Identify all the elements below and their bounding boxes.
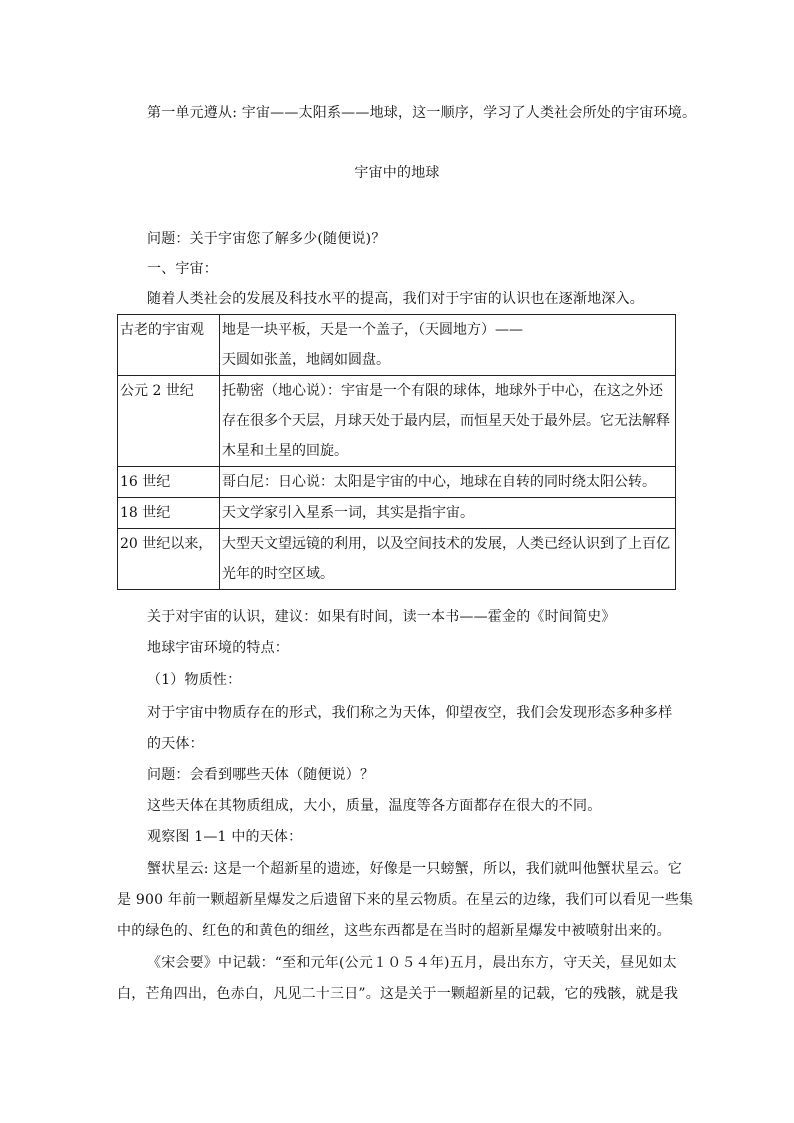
table-row — [118, 315, 676, 376]
paragraph-2-continued: 的天体： — [147, 736, 204, 752]
intro-text: 第一单元遵从: 宇宙——太阳系——地球，这一顺序，学习了人类社会所处的宇宙环境。 — [147, 105, 697, 121]
description-line: 木星和土星的回旋。 — [221, 443, 348, 459]
description-line: 托勒密（地心说）：宇宙是一个有限的球体，地球外于中心，在这之外还 — [221, 383, 663, 399]
description-cell — [219, 467, 675, 498]
era-cell: 公元 2 世纪 — [118, 376, 220, 467]
era-cell: 古老的宇宙观 — [118, 315, 220, 376]
table-row — [118, 529, 676, 590]
paragraph-3: 这些天体在其物质组成，大小，质量，温度等各方面都存在很大的不同。 — [147, 798, 602, 814]
crab-nebula-line-1: 蟹状星云: 这是一个超新星的遗迹，好像是一只螃蟹，所以，我们就叫他蟹状星云。它 — [147, 861, 682, 877]
question-2: 问题：会看到哪些天体（随便说）？ — [147, 767, 375, 783]
crab-nebula-line-2: 是 900 年前一颗超新星爆发之后遗留下来的星云物质。在星云的边缘，我们可以看见一些集 — [117, 892, 694, 908]
song-record-line-2: 白，芒角四出，色赤白，凡见二十三日”。这是关于一颗超新星的记载，它的残骸，就是我 — [117, 986, 679, 1002]
crab-nebula-line-3: 中的绿色的、红色的和黄色的细丝，这些东西都是在当时的超新星爆发中被喷射出来的。 — [117, 923, 671, 939]
description-cell — [219, 529, 675, 590]
question-1: 问题：关于宇宙您了解多少(随便说)？ — [147, 231, 386, 247]
suggestion-text: 关于对宇宙的认识，建议：如果有时间，读一本书——霍金的《时间简史》 — [147, 609, 616, 625]
history-table — [117, 314, 676, 590]
observe-figure-text: 观察图 1—1 中的天体： — [147, 829, 303, 845]
description-line: 大型天文望远镜的利用，以及空间技术的发展，人类已经认识到了上百亿 — [221, 536, 670, 552]
era-cell: 18 世纪 — [118, 498, 220, 529]
description-cell — [219, 498, 675, 529]
song-record-line-1: 《宋会要》中记载：“至和元年(公元１０５４年)五月，晨出东方，守天关，昼见如太 — [147, 955, 677, 971]
era-cell: 20 世纪以来， — [118, 529, 220, 590]
table-row — [118, 376, 676, 467]
paragraph-2: 对于宇宙中物质存在的形式，我们称之为天体，仰望夜空，我们会发现形态多种多样 — [147, 705, 673, 721]
description-line: 地是一块平板，天是一个盖子，（天圆地方）—— — [221, 322, 523, 338]
description-line: 存在很多个天层，月球天处于最内层，而恒星天处于最外层。它无法解释 — [221, 413, 670, 429]
section-heading-universe: 一、宇宙： — [147, 261, 218, 277]
table-row — [118, 498, 676, 529]
description-cell — [219, 315, 675, 376]
description-cell — [219, 376, 675, 467]
feature-materiality: （1）物质性： — [147, 672, 242, 688]
paragraph-1: 随着人类社会的发展及科技水平的提高，我们对于宇宙的认识也在逐渐地深入。 — [147, 291, 644, 307]
description-line: 光年的时空区域。 — [221, 566, 334, 582]
page-title: 宇宙中的地球 — [354, 165, 440, 181]
era-cell: 16 世纪 — [118, 467, 220, 498]
description-line: 天圆如张盖，地阔如圆盘。 — [221, 352, 390, 368]
features-heading: 地球宇宙环境的特点： — [147, 640, 289, 656]
table-row — [118, 467, 676, 498]
description-line: 哥白尼：日心说：太阳是宇宙的中心，地球在自转的同时绕太阳公转。 — [221, 474, 656, 490]
description-line: 天文学家引入星系一词，其实是指宇宙。 — [221, 505, 474, 521]
